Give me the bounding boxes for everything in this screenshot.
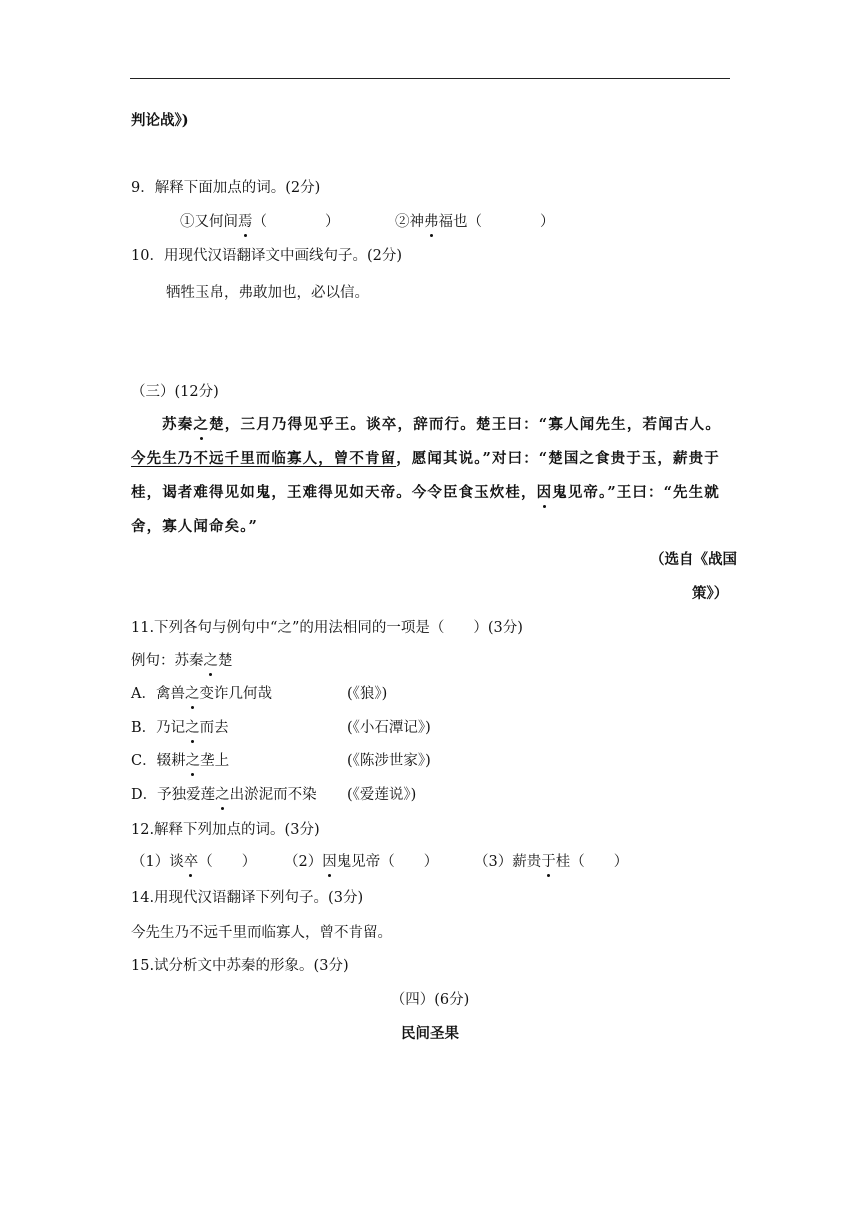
item-text: （2） <box>284 854 323 870</box>
item-dotted-word: 于 <box>541 854 556 870</box>
example-text: 楚 <box>218 653 233 669</box>
option-text: A．禽兽 <box>131 686 185 702</box>
passage-text: 鬼见帝。”王曰：“先生就 <box>552 484 720 501</box>
answer-blank: （ ） <box>198 854 257 870</box>
passage-source-1: （选自《战国 <box>650 551 737 568</box>
passage-line-2 <box>131 449 720 469</box>
q9-stem: 9．解释下面加点的词。(2分) <box>131 180 321 196</box>
q15-stem: 15.试分析文中苏秦的形象。(3分) <box>131 958 349 974</box>
q9-a-dotted-word: 焉 <box>238 214 253 230</box>
item-text: （3）薪贵 <box>474 854 542 870</box>
q11-option-c-source: (《陈涉世家》) <box>347 753 431 769</box>
q11-option-a-source: (《狼》) <box>347 686 388 702</box>
q12-item-3 <box>474 852 628 872</box>
q11-option-b-source: (《小石潭记》) <box>347 720 431 736</box>
q9-b-answer-blank: （ ） <box>467 214 555 230</box>
q11-option-c <box>131 751 229 771</box>
item-dotted-word: 因 <box>322 854 337 870</box>
q9-item-b <box>395 212 555 232</box>
q14-stem: 14.用现代汉语翻译下列句子。(3分) <box>131 890 364 906</box>
example-text: 例句：苏秦 <box>131 653 204 669</box>
passage-text: 桂，谒者难得见如鬼，王难得见如天帝。今令臣食玉炊桂， <box>131 484 537 501</box>
passage-dotted-word: 之 <box>193 416 210 433</box>
option-text: B．乃记 <box>131 720 186 736</box>
section3-heading: （三）(12分) <box>131 384 219 400</box>
item-dotted-word: 卒 <box>183 854 199 870</box>
option-dotted-word: 之 <box>185 753 201 769</box>
section4-heading: （四）(6分) <box>390 992 470 1008</box>
q10-sentence: 牺牲玉帛，弗敢加也，必以信。 <box>166 285 369 301</box>
q11-example <box>131 651 233 671</box>
q11-option-b <box>131 718 229 738</box>
option-text: 垄上 <box>200 753 230 769</box>
q9-b-dotted-word: 弗 <box>424 214 439 230</box>
example-dotted-word: 之 <box>203 653 218 669</box>
item-text: （1）谈 <box>131 854 184 870</box>
passage-line-1 <box>162 415 721 435</box>
option-text: 变诈几何哉 <box>199 686 272 702</box>
option-dotted-word: 之 <box>215 787 230 803</box>
q12-item-2 <box>284 852 438 872</box>
q9-a-text: ①又何间 <box>180 214 238 230</box>
option-text: 而去 <box>199 720 229 736</box>
passage-dotted-word: 因 <box>536 484 553 501</box>
passage-source-2: 策》） <box>692 585 729 602</box>
passage-underlined-sentence: 今先生乃不远千里而临寡人，曾不肯留 <box>131 450 397 467</box>
header-rule <box>130 78 730 79</box>
q11-option-a <box>131 684 272 704</box>
q11-option-d-source: (《爱莲说》) <box>347 787 417 803</box>
answer-blank: （ ） <box>570 854 629 870</box>
passage-line-3 <box>131 483 720 503</box>
q12-stem: 12.解释下列加点的词。(3分) <box>131 822 320 838</box>
option-dotted-word: 之 <box>184 686 200 702</box>
option-text: C．辍耕 <box>131 753 186 769</box>
section4-title: 民间圣果 <box>401 1025 459 1042</box>
q9-a-answer-blank: （ ） <box>252 214 340 230</box>
q14-sentence: 今先生乃不远千里而临寡人，曾不肯留。 <box>131 925 392 941</box>
continued-source: 判论战》) <box>131 112 189 129</box>
passage-line-4: 舍，寡人闻命矣。” <box>131 518 258 535</box>
q9-b-text: ②神 <box>395 214 424 230</box>
q11-stem: 11.下列各句与例句中“之”的用法相同的一项是（ ）(3分) <box>131 620 523 636</box>
passage-text: ，愿闻其说。”对曰：“楚国之食贵于玉，薪贵于 <box>396 450 720 467</box>
q12-item-1 <box>131 852 256 872</box>
item-text: 鬼见帝 <box>336 854 381 870</box>
answer-blank: （ ） <box>380 854 439 870</box>
q9-b-text-post: 福也 <box>438 214 468 230</box>
option-text: D．予独爱莲 <box>131 787 216 803</box>
passage-text: 苏秦 <box>162 416 194 433</box>
option-dotted-word: 之 <box>185 720 200 736</box>
passage-text: 楚，三月乃得见乎王。谈卒，辞而行。楚王曰：“寡人闻先生，若闻古人。 <box>209 416 722 433</box>
q10-stem: 10．用现代汉语翻译文中画线句子。(2分) <box>131 248 402 264</box>
q9-item-a <box>180 212 340 232</box>
q11-option-d <box>131 785 317 805</box>
item-text: 桂 <box>555 854 571 870</box>
option-text: 出淤泥而不染 <box>229 787 317 803</box>
